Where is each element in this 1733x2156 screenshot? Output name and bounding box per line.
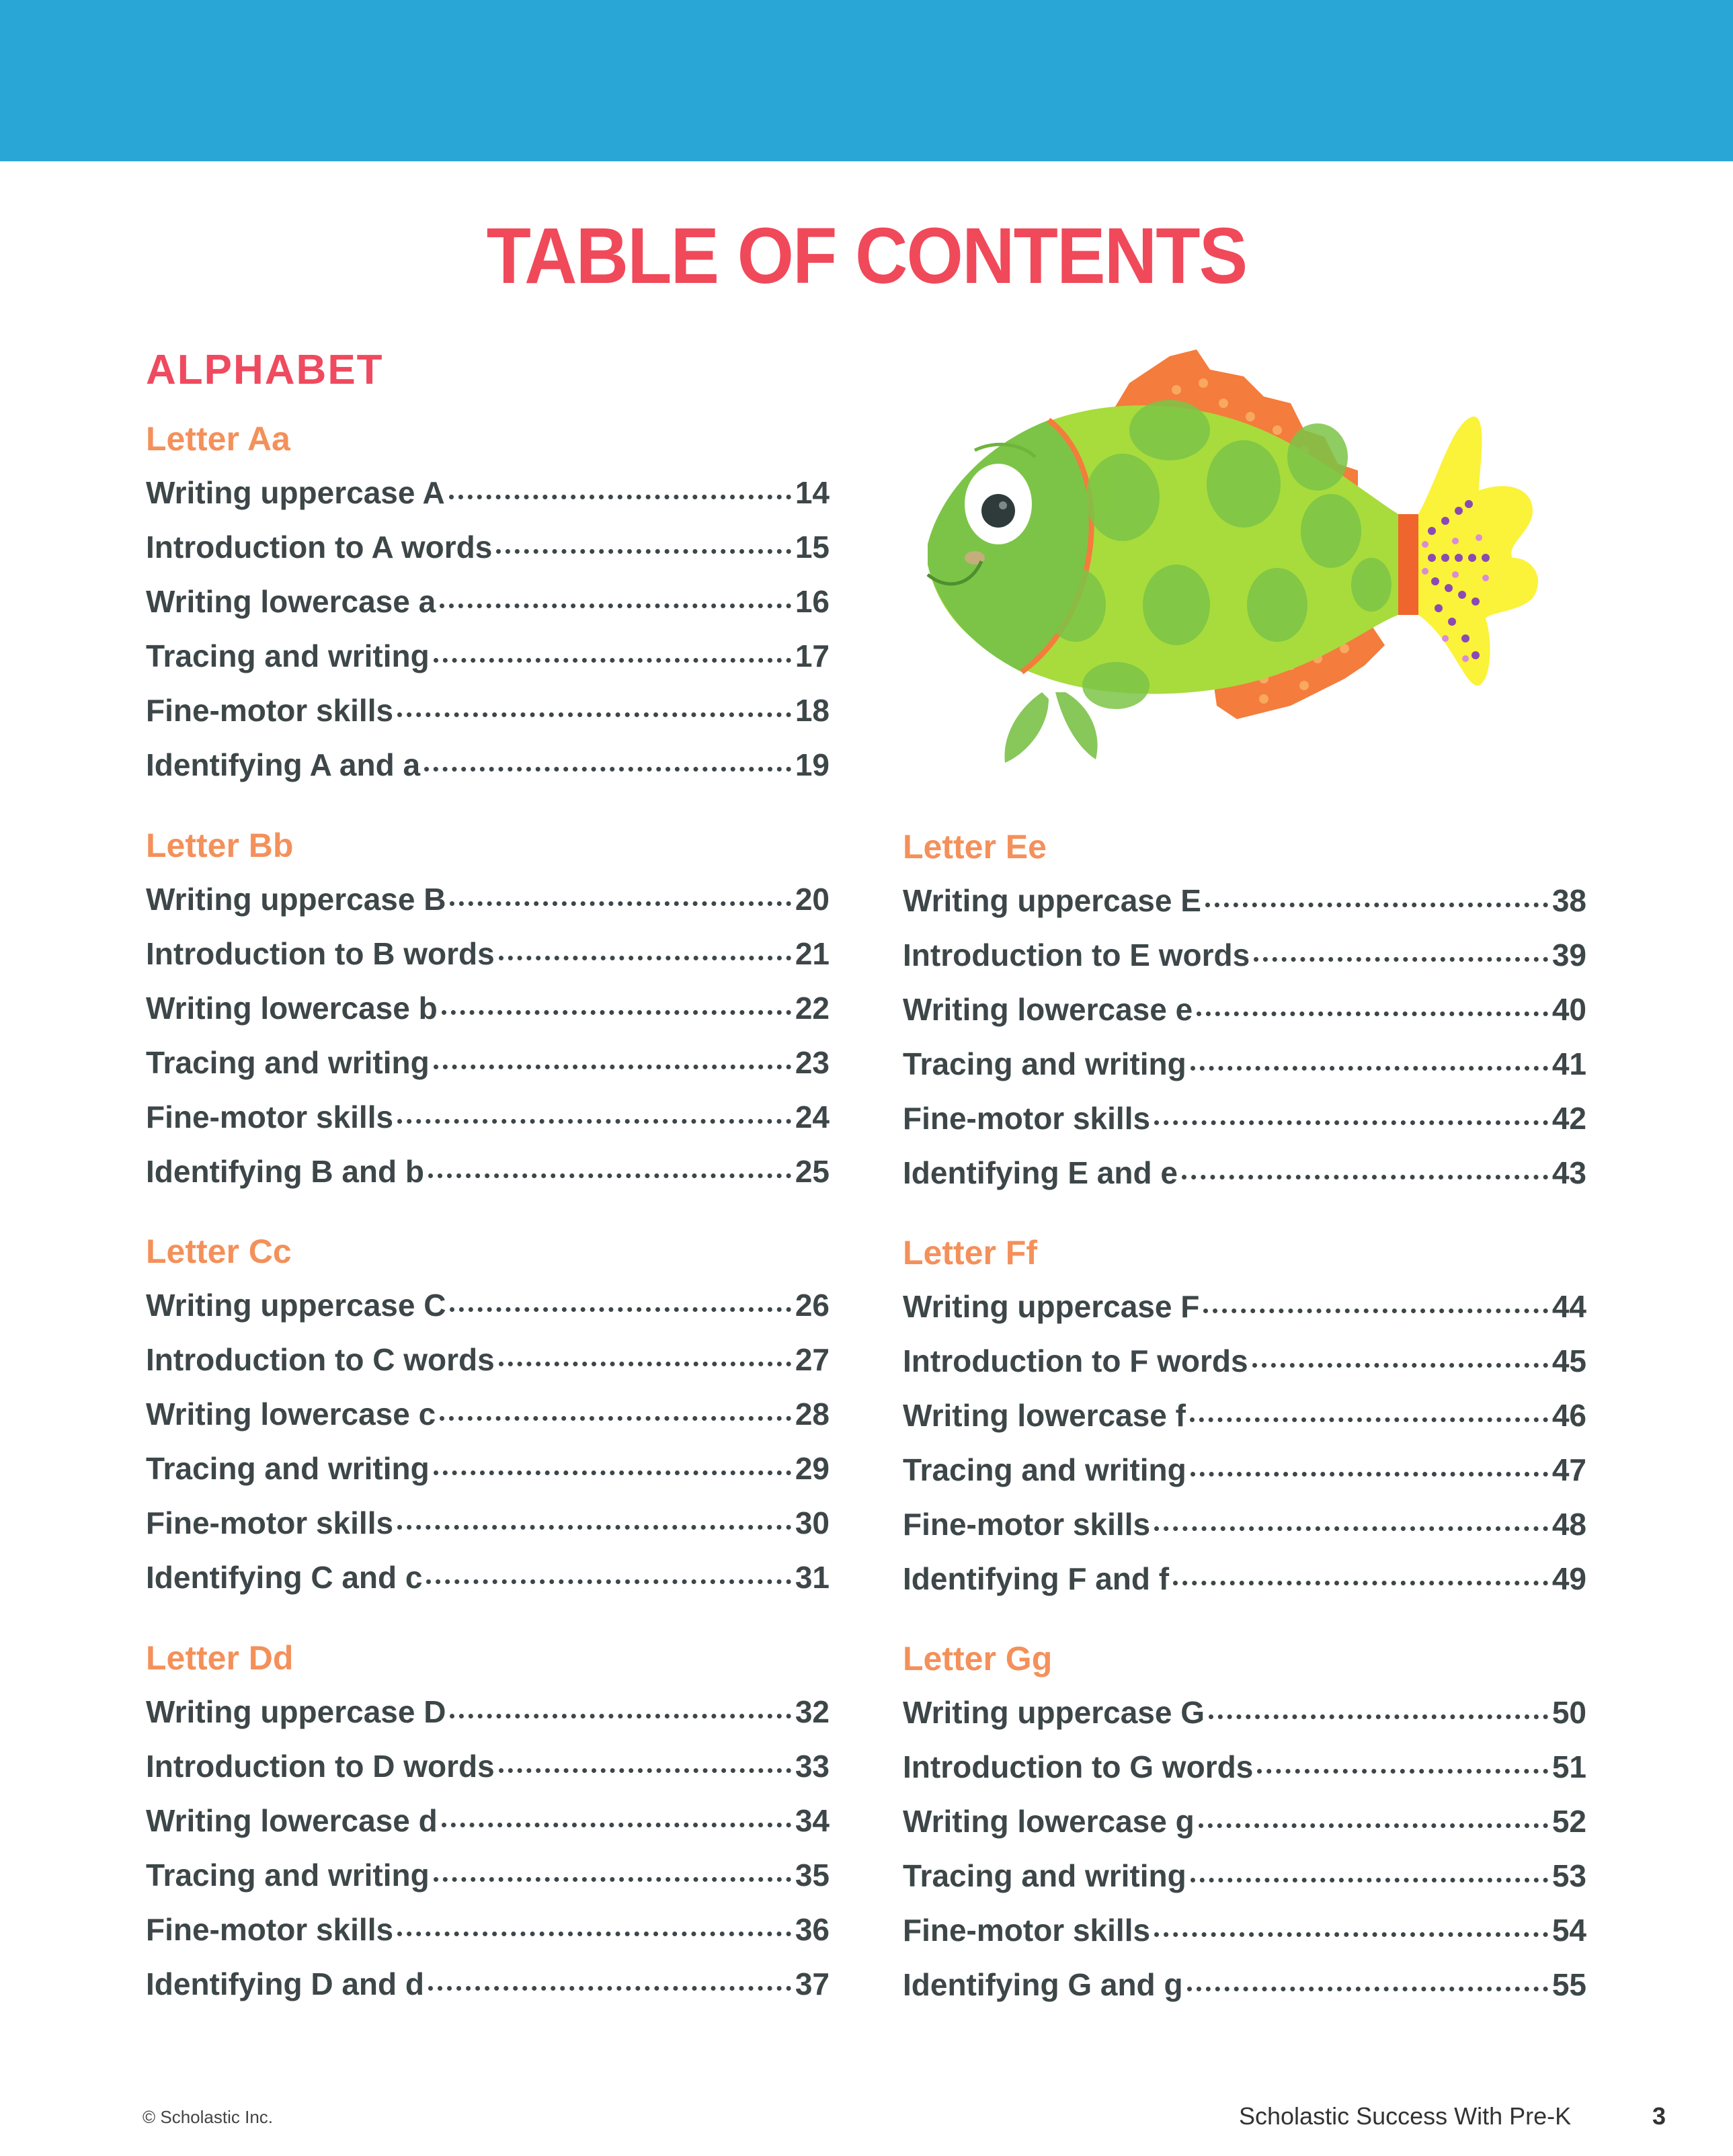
dot-leader [440, 604, 791, 608]
toc-entry[interactable] [903, 994, 1586, 1048]
entry-page-number: 44 [1551, 1289, 1586, 1324]
toc-group-letter-dd [146, 1641, 830, 2023]
toc-entry[interactable] [903, 1806, 1586, 1860]
entry-label: Tracing and writing [146, 638, 430, 673]
entry-label: Fine-motor skills [146, 693, 394, 728]
dot-leader [450, 1307, 791, 1312]
toc-entry[interactable] [903, 1563, 1586, 1618]
dot-leader [1254, 957, 1548, 962]
entry-page-number: 48 [1551, 1507, 1586, 1542]
entry-label: Identifying G and g [903, 1967, 1183, 2002]
toc-entry[interactable] [146, 1562, 830, 1616]
toc-entry[interactable] [146, 1860, 830, 1914]
entry-label: Fine-motor skills [146, 1912, 394, 1947]
entry-page-number: 53 [1551, 1858, 1586, 1893]
entry-page-number: 52 [1551, 1804, 1586, 1839]
toc-entry[interactable] [146, 1047, 830, 1102]
page-number: 3 [1652, 2102, 1666, 2130]
toc-entry[interactable] [903, 940, 1586, 994]
entry-page-number: 33 [795, 1749, 830, 1784]
dot-leader [1252, 1363, 1548, 1368]
entry-label: Introduction to B words [146, 936, 495, 971]
group-heading: Letter Ff [903, 1234, 1037, 1272]
dot-leader [1191, 1878, 1548, 1882]
entry-page-number: 50 [1551, 1695, 1586, 1730]
dot-leader [1191, 1066, 1548, 1071]
dot-leader [397, 1525, 791, 1530]
entry-page-number: 34 [795, 1803, 830, 1838]
dot-leader [1205, 903, 1548, 907]
dot-leader [428, 1173, 791, 1178]
toc-entry[interactable] [146, 938, 830, 993]
dot-leader [1173, 1581, 1548, 1585]
dot-leader [450, 1714, 791, 1718]
entry-page-number: 24 [795, 1100, 830, 1134]
toc-entry[interactable] [146, 695, 830, 749]
dot-leader [1203, 1309, 1547, 1313]
entry-page-number: 35 [795, 1858, 830, 1893]
book-title: Scholastic Success With Pre-K [1239, 2102, 1572, 2130]
toc-entry[interactable] [903, 1103, 1586, 1157]
dot-leader [434, 1470, 791, 1475]
toc-entry[interactable] [146, 884, 830, 938]
entry-label: Identifying A and a [146, 747, 421, 782]
entry-label: Fine-motor skills [903, 1913, 1151, 1948]
top-color-band [0, 0, 1733, 161]
group-heading: Letter Ee [903, 828, 1047, 866]
entry-label: Identifying B and b [146, 1154, 424, 1189]
group-heading: Letter Bb [146, 827, 294, 864]
toc-group-letter-cc [146, 1235, 830, 1616]
entry-label: Identifying C and c [146, 1560, 423, 1595]
toc-entry[interactable] [146, 1805, 830, 1860]
entry-label: Writing lowercase a [146, 584, 436, 619]
dot-leader [434, 658, 791, 663]
entry-label: Writing uppercase G [903, 1695, 1205, 1730]
dot-leader [1187, 1987, 1548, 1991]
dot-leader [424, 767, 791, 772]
entry-label: Introduction to G words [903, 1749, 1254, 1784]
entry-page-number: 25 [795, 1154, 830, 1189]
entry-label: Tracing and writing [146, 1451, 430, 1486]
entry-page-number: 27 [795, 1342, 830, 1377]
toc-entry[interactable] [146, 1751, 830, 1805]
entry-page-number: 49 [1551, 1561, 1586, 1596]
entry-page-number: 31 [795, 1560, 830, 1595]
entry-page-number: 51 [1551, 1749, 1586, 1784]
toc-entry[interactable] [146, 1290, 830, 1344]
dot-leader [397, 1119, 791, 1124]
toc-entry[interactable] [903, 1697, 1586, 1751]
dot-leader [499, 956, 791, 960]
entry-label: Writing lowercase b [146, 991, 438, 1026]
dot-leader [496, 549, 791, 554]
toc-group-letter-ff [903, 1236, 1586, 1618]
entry-label: Writing uppercase D [146, 1694, 446, 1729]
entry-page-number: 36 [795, 1912, 830, 1947]
toc-entry[interactable] [903, 1048, 1586, 1103]
entry-page-number: 30 [795, 1505, 830, 1540]
entry-page-number: 17 [795, 638, 830, 673]
toc-entry[interactable] [903, 1751, 1586, 1806]
toc-group-letter-bb [146, 829, 830, 1210]
toc-entry[interactable] [146, 1102, 830, 1156]
toc-entry[interactable] [146, 1696, 830, 1751]
entry-page-number: 20 [795, 882, 830, 917]
toc-group-letter-ee [903, 830, 1586, 1212]
entry-page-number: 19 [795, 747, 830, 782]
toc-entry[interactable] [146, 993, 830, 1047]
entry-page-number: 21 [795, 936, 830, 971]
dot-leader [397, 1932, 791, 1936]
entry-label: Tracing and writing [146, 1045, 430, 1080]
dot-leader [450, 901, 791, 906]
toc-entry[interactable] [146, 532, 830, 586]
entry-label: Writing uppercase A [146, 475, 445, 510]
toc-entry[interactable] [146, 1914, 830, 1968]
entry-label: Writing lowercase d [146, 1803, 438, 1838]
toc-entry[interactable] [903, 1969, 1586, 2024]
toc-entry[interactable] [903, 1509, 1586, 1563]
entry-page-number: 29 [795, 1451, 830, 1486]
entry-label: Tracing and writing [903, 1046, 1186, 1081]
entry-label: Introduction to A words [146, 530, 493, 565]
toc-entry[interactable] [146, 1968, 830, 2023]
entry-page-number: 22 [795, 991, 830, 1026]
dot-leader [1257, 1769, 1548, 1774]
page-title: TABLE OF CONTENTS [486, 212, 1247, 300]
entry-page-number: 28 [795, 1397, 830, 1432]
dot-leader [1182, 1175, 1548, 1179]
section-heading-alphabet: ALPHABET [146, 347, 384, 393]
dot-leader [434, 1877, 791, 1882]
toc-group-letter-aa [146, 422, 830, 804]
dot-leader [1209, 1714, 1548, 1719]
toc-entry[interactable] [146, 1507, 830, 1562]
entry-label: Tracing and writing [903, 1452, 1186, 1487]
toc-entry[interactable] [903, 885, 1586, 940]
entry-page-number: 46 [1551, 1398, 1586, 1433]
entry-page-number: 40 [1551, 992, 1586, 1027]
entry-page-number: 47 [1551, 1452, 1586, 1487]
toc-entry[interactable] [903, 1157, 1586, 1212]
dot-leader [1199, 1823, 1548, 1828]
entry-page-number: 16 [795, 584, 830, 619]
entry-label: Identifying F and f [903, 1561, 1170, 1596]
entry-label: Writing lowercase f [903, 1398, 1186, 1433]
dot-leader [1154, 1120, 1548, 1125]
dot-leader [428, 1986, 791, 1991]
dot-leader [442, 1010, 791, 1015]
entry-label: Introduction to F words [903, 1343, 1248, 1378]
group-heading: Letter Dd [146, 1639, 294, 1677]
group-heading: Letter Gg [903, 1640, 1053, 1677]
entry-page-number: 43 [1551, 1155, 1586, 1190]
entry-page-number: 26 [795, 1288, 830, 1323]
entry-label: Tracing and writing [903, 1858, 1186, 1893]
toc-entry[interactable] [146, 1453, 830, 1507]
entry-page-number: 38 [1551, 883, 1586, 918]
entry-label: Tracing and writing [146, 1858, 430, 1893]
entry-label: Introduction to E words [903, 938, 1250, 972]
entry-page-number: 45 [1551, 1343, 1586, 1378]
toc-entry[interactable] [146, 640, 830, 695]
entry-page-number: 42 [1551, 1101, 1586, 1136]
copyright-text: © Scholastic Inc. [143, 2107, 274, 2127]
entry-page-number: 14 [795, 475, 830, 510]
entry-label: Fine-motor skills [146, 1505, 394, 1540]
dot-leader [1154, 1526, 1548, 1531]
entry-page-number: 23 [795, 1045, 830, 1080]
entry-label: Introduction to C words [146, 1342, 495, 1377]
entry-label: Fine-motor skills [146, 1100, 394, 1134]
dot-leader [449, 495, 791, 499]
entry-label: Fine-motor skills [903, 1101, 1151, 1136]
entry-label: Identifying E and e [903, 1155, 1178, 1190]
toc-entry[interactable] [146, 1344, 830, 1399]
toc-entry[interactable] [903, 1454, 1586, 1509]
entry-page-number: 32 [795, 1694, 830, 1729]
toc-entry[interactable] [903, 1291, 1586, 1345]
dot-leader [434, 1065, 791, 1069]
toc-entry[interactable] [146, 586, 830, 640]
entry-label: Writing uppercase E [903, 883, 1201, 918]
toc-entry[interactable] [146, 477, 830, 532]
toc-entry[interactable] [903, 1860, 1586, 1915]
entry-label: Writing lowercase e [903, 992, 1193, 1027]
dot-leader [442, 1823, 791, 1827]
entry-page-number: 18 [795, 693, 830, 728]
fish-illustration-icon [887, 343, 1647, 773]
entry-label: Introduction to D words [146, 1749, 495, 1784]
entry-label: Identifying D and d [146, 1966, 424, 2001]
entry-page-number: 54 [1551, 1913, 1586, 1948]
dot-leader [440, 1416, 791, 1421]
toc-entry[interactable] [903, 1400, 1586, 1454]
entry-label: Writing uppercase C [146, 1288, 446, 1323]
toc-entry[interactable] [146, 749, 830, 804]
entry-label: Fine-motor skills [903, 1507, 1151, 1542]
entry-page-number: 15 [795, 530, 830, 565]
entry-label: Writing lowercase c [146, 1397, 436, 1432]
entry-page-number: 55 [1551, 1967, 1586, 2002]
toc-entry[interactable] [146, 1156, 830, 1210]
toc-entry[interactable] [903, 1345, 1586, 1400]
dot-leader [499, 1362, 791, 1366]
dot-leader [1197, 1011, 1548, 1016]
entry-label: Writing uppercase F [903, 1289, 1200, 1324]
entry-page-number: 39 [1551, 938, 1586, 972]
group-heading: Letter Cc [146, 1233, 292, 1270]
dot-leader [499, 1768, 791, 1773]
entry-page-number: 37 [795, 1966, 830, 2001]
entry-label: Writing lowercase g [903, 1804, 1195, 1839]
dot-leader [397, 712, 791, 717]
dot-leader [1154, 1932, 1548, 1937]
dot-leader [426, 1579, 791, 1584]
toc-entry[interactable] [146, 1399, 830, 1453]
toc-entry[interactable] [903, 1915, 1586, 1969]
entry-label: Writing uppercase B [146, 882, 446, 917]
group-heading: Letter Aa [146, 420, 290, 458]
dot-leader [1190, 1417, 1548, 1422]
toc-group-letter-gg [903, 1642, 1586, 2024]
dot-leader [1191, 1472, 1548, 1477]
entry-page-number: 41 [1551, 1046, 1586, 1081]
